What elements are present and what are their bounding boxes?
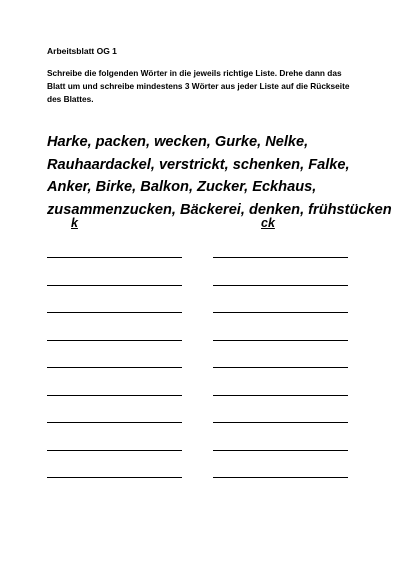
answer-column-k xyxy=(47,248,182,478)
answer-blank-line[interactable] xyxy=(213,423,348,451)
column-heading-ck: ck xyxy=(261,216,275,230)
worksheet-title: Arbeitsblatt OG 1 xyxy=(47,46,117,56)
answer-blank-line[interactable] xyxy=(47,451,182,479)
answer-blank-line[interactable] xyxy=(47,341,182,369)
answer-blank-line[interactable] xyxy=(47,258,182,286)
worksheet-instructions: Schreibe die folgenden Wörter in die jeweils richtige Liste. Drehe dann das Blatt um und schreibe mindestens 3 Wörter aus jeder Liste auf die Rückseite des Blattes. xyxy=(47,68,350,104)
word-line: Harke, packen, wecken, Gurke, Nelke, xyxy=(47,134,309,150)
answer-blank-line[interactable] xyxy=(47,248,182,258)
answer-blank-line[interactable] xyxy=(47,313,182,341)
answer-blank-line[interactable] xyxy=(213,341,348,369)
answer-blank-line[interactable] xyxy=(213,248,348,258)
answer-blank-line[interactable] xyxy=(213,368,348,396)
word-line: Rauhaardackel, verstrickt, schenken, Falke, xyxy=(47,156,350,173)
word-line: Anker, Birke, Balkon, Zucker, Eckhaus, xyxy=(47,179,317,195)
answer-column-ck xyxy=(213,248,348,478)
answer-blank-line[interactable] xyxy=(47,368,182,396)
answer-blank-line[interactable] xyxy=(213,451,348,479)
answer-blank-line[interactable] xyxy=(47,423,182,451)
answer-blank-line[interactable] xyxy=(213,258,348,286)
word-line: zusammenzucken, Bäckerei, denken, frühstücken xyxy=(47,201,392,218)
answer-blank-line[interactable] xyxy=(213,286,348,314)
answer-blank-line[interactable] xyxy=(213,396,348,424)
column-heading-k: k xyxy=(71,216,78,230)
answer-blank-line[interactable] xyxy=(47,286,182,314)
word-pool xyxy=(47,131,392,221)
answer-blank-line[interactable] xyxy=(213,313,348,341)
answer-blank-line[interactable] xyxy=(47,396,182,424)
